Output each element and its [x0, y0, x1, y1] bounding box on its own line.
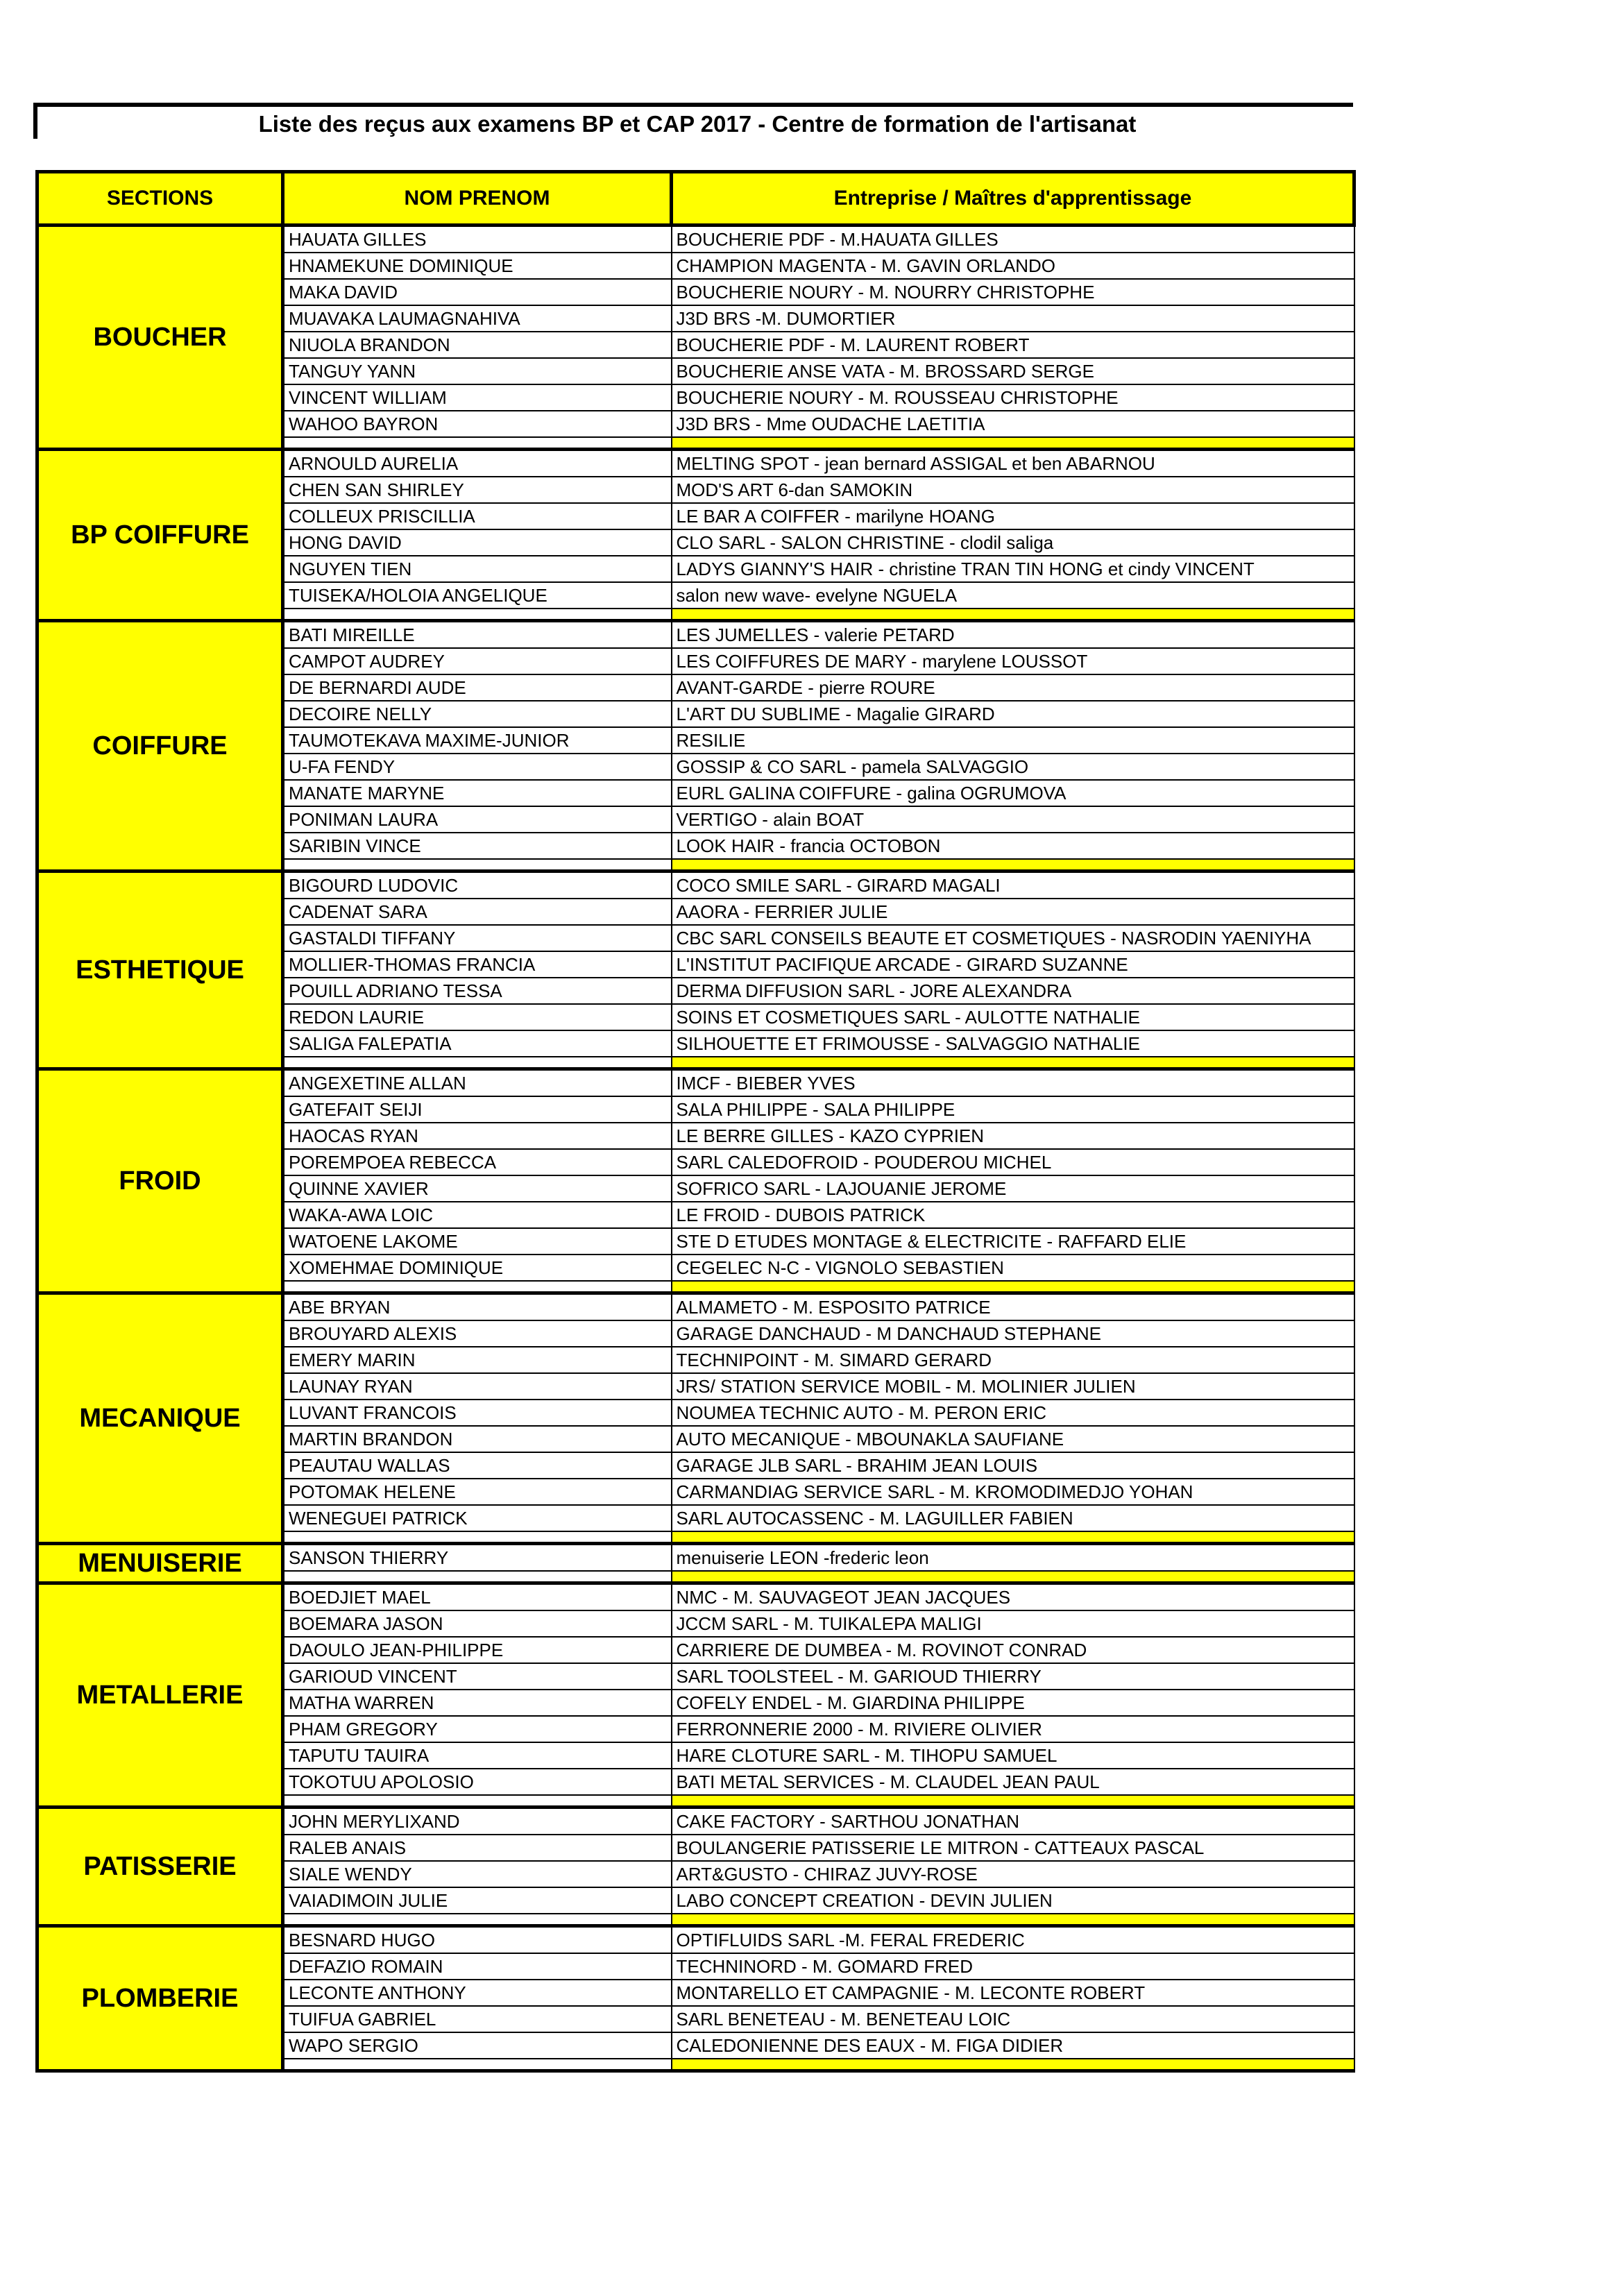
- table-row: [37, 1544, 1354, 1572]
- separator-cell: [283, 2059, 672, 2071]
- separator-cell: [672, 609, 1354, 621]
- separator-cell: [672, 1531, 1354, 1544]
- entreprise-cell: STE D ETUDES MONTAGE & ELECTRICITE - RAFFARD ELIE: [672, 1228, 1354, 1255]
- nom-prenom-cell: CHEN SAN SHIRLEY: [283, 477, 672, 503]
- nom-prenom-cell: TANGUY YANN: [283, 358, 672, 384]
- nom-prenom-cell: VAIADIMOIN JULIE: [283, 1887, 672, 1914]
- entreprise-cell: LE BERRE GILLES - KAZO CYPRIEN: [672, 1123, 1354, 1149]
- table-row: [37, 450, 1354, 477]
- section-label: BP COIFFURE: [37, 450, 283, 621]
- nom-prenom-cell: MOLLIER-THOMAS FRANCIA: [283, 951, 672, 978]
- nom-prenom-cell: XOMEHMAE DOMINIQUE: [283, 1255, 672, 1281]
- header-nom-prenom: NOM PRENOM: [283, 172, 672, 226]
- entreprise-cell: JCCM SARL - M. TUIKALEPA MALIGI: [672, 1610, 1354, 1637]
- nom-prenom-cell: MARTIN BRANDON: [283, 1426, 672, 1452]
- table-row: [37, 871, 1354, 899]
- nom-prenom-cell: COLLEUX PRISCILLIA: [283, 503, 672, 529]
- entreprise-cell: MONTARELLO ET CAMPAGNIE - M. LECONTE ROBERT: [672, 1980, 1354, 2006]
- entreprise-cell: L'ART DU SUBLIME - Magalie GIRARD: [672, 701, 1354, 727]
- separator-cell: [283, 1795, 672, 1808]
- table-row: [37, 226, 1354, 253]
- entreprise-cell: MOD'S ART 6-dan SAMOKIN: [672, 477, 1354, 503]
- nom-prenom-cell: TAPUTU TAUIRA: [283, 1742, 672, 1769]
- section-label: COIFFURE: [37, 621, 283, 871]
- nom-prenom-cell: ANGEXETINE ALLAN: [283, 1069, 672, 1097]
- entreprise-cell: CEGELEC N-C - VIGNOLO SEBASTIEN: [672, 1255, 1354, 1281]
- results-sheet: [35, 170, 1352, 2073]
- entreprise-cell: GOSSIP & CO SARL - pamela SALVAGGIO: [672, 754, 1354, 780]
- section-label: MECANIQUE: [37, 1293, 283, 1544]
- nom-prenom-cell: LECONTE ANTHONY: [283, 1980, 672, 2006]
- section-label: PATISSERIE: [37, 1808, 283, 1926]
- separator-cell: [283, 859, 672, 871]
- entreprise-cell: LABO CONCEPT CREATION - DEVIN JULIEN: [672, 1887, 1354, 1914]
- separator-cell: [672, 1571, 1354, 1583]
- entreprise-cell: LES JUMELLES - valerie PETARD: [672, 621, 1354, 649]
- nom-prenom-cell: ABE BRYAN: [283, 1293, 672, 1321]
- table-row: [37, 1069, 1354, 1097]
- nom-prenom-cell: GATEFAIT SEIJI: [283, 1096, 672, 1123]
- entreprise-cell: SARL BENETEAU - M. BENETEAU LOIC: [672, 2006, 1354, 2032]
- nom-prenom-cell: POREMPOEA REBECCA: [283, 1149, 672, 1175]
- nom-prenom-cell: RALEB ANAIS: [283, 1835, 672, 1861]
- nom-prenom-cell: CAMPOT AUDREY: [283, 648, 672, 674]
- entreprise-cell: LE FROID - DUBOIS PATRICK: [672, 1202, 1354, 1228]
- table-row: [37, 1293, 1354, 1321]
- nom-prenom-cell: PEAUTAU WALLAS: [283, 1452, 672, 1479]
- title-rule-tick: [33, 103, 37, 139]
- separator-cell: [672, 1914, 1354, 1926]
- entreprise-cell: AAORA - FERRIER JULIE: [672, 899, 1354, 925]
- entreprise-cell: GARAGE DANCHAUD - M DANCHAUD STEPHANE: [672, 1320, 1354, 1347]
- nom-prenom-cell: EMERY MARIN: [283, 1347, 672, 1373]
- entreprise-cell: J3D BRS -M. DUMORTIER: [672, 305, 1354, 332]
- entreprise-cell: J3D BRS - Mme OUDACHE LAETITIA: [672, 411, 1354, 437]
- header-sections: SECTIONS: [37, 172, 283, 226]
- separator-cell: [283, 609, 672, 621]
- entreprise-cell: AUTO MECANIQUE - MBOUNAKLA SAUFIANE: [672, 1426, 1354, 1452]
- nom-prenom-cell: GARIOUD VINCENT: [283, 1663, 672, 1690]
- entreprise-cell: GARAGE JLB SARL - BRAHIM JEAN LOUIS: [672, 1452, 1354, 1479]
- nom-prenom-cell: TOKOTUU APOLOSIO: [283, 1769, 672, 1795]
- table-row: [37, 1583, 1354, 1611]
- entreprise-cell: L'INSTITUT PACIFIQUE ARCADE - GIRARD SUZANNE: [672, 951, 1354, 978]
- separator-cell: [283, 1914, 672, 1926]
- entreprise-cell: DERMA DIFFUSION SARL - JORE ALEXANDRA: [672, 978, 1354, 1004]
- nom-prenom-cell: HAUATA GILLES: [283, 226, 672, 253]
- section-label: PLOMBERIE: [37, 1926, 283, 2071]
- entreprise-cell: salon new wave- evelyne NGUELA: [672, 582, 1354, 609]
- nom-prenom-cell: NIUOLA BRANDON: [283, 332, 672, 358]
- section-label: ESTHETIQUE: [37, 871, 283, 1069]
- nom-prenom-cell: MATHA WARREN: [283, 1690, 672, 1716]
- nom-prenom-cell: SARIBIN VINCE: [283, 833, 672, 859]
- entreprise-cell: SARL AUTOCASSENC - M. LAGUILLER FABIEN: [672, 1505, 1354, 1531]
- nom-prenom-cell: BESNARD HUGO: [283, 1926, 672, 1954]
- entreprise-cell: SARL CALEDOFROID - POUDEROU MICHEL: [672, 1149, 1354, 1175]
- separator-cell: [672, 1795, 1354, 1808]
- separator-cell: [672, 437, 1354, 450]
- section-label: BOUCHER: [37, 226, 283, 450]
- page-title: Liste des reçus aux examens BP et CAP 2017 - Centre de formation de l'artisanat: [258, 111, 1137, 137]
- nom-prenom-cell: HNAMEKUNE DOMINIQUE: [283, 253, 672, 279]
- separator-cell: [283, 437, 672, 450]
- nom-prenom-cell: TUIFUA GABRIEL: [283, 2006, 672, 2032]
- nom-prenom-cell: WATOENE LAKOME: [283, 1228, 672, 1255]
- entreprise-cell: BOULANGERIE PATISSERIE LE MITRON - CATTEAUX PASCAL: [672, 1835, 1354, 1861]
- nom-prenom-cell: JOHN MERYLIXAND: [283, 1808, 672, 1835]
- entreprise-cell: SOFRICO SARL - LAJOUANIE JEROME: [672, 1175, 1354, 1202]
- entreprise-cell: CARMANDIAG SERVICE SARL - M. KROMODIMEDJO YOHAN: [672, 1479, 1354, 1505]
- nom-prenom-cell: MUAVAKA LAUMAGNAHIVA: [283, 305, 672, 332]
- section-label: METALLERIE: [37, 1583, 283, 1808]
- separator-cell: [672, 1057, 1354, 1069]
- separator-cell: [283, 1281, 672, 1293]
- entreprise-cell: CHAMPION MAGENTA - M. GAVIN ORLANDO: [672, 253, 1354, 279]
- entreprise-cell: BOUCHERIE NOURY - M. ROUSSEAU CHRISTOPHE: [672, 384, 1354, 411]
- nom-prenom-cell: QUINNE XAVIER: [283, 1175, 672, 1202]
- entreprise-cell: MELTING SPOT - jean bernard ASSIGAL et ben ABARNOU: [672, 450, 1354, 477]
- entreprise-cell: LE BAR A COIFFER - marilyne HOANG: [672, 503, 1354, 529]
- nom-prenom-cell: NGUYEN TIEN: [283, 556, 672, 582]
- nom-prenom-cell: ARNOULD AURELIA: [283, 450, 672, 477]
- results-body: [37, 226, 1354, 2071]
- section-label: MENUISERIE: [37, 1544, 283, 1583]
- entreprise-cell: ART&GUSTO - CHIRAZ JUVY-ROSE: [672, 1861, 1354, 1887]
- nom-prenom-cell: REDON LAURIE: [283, 1004, 672, 1030]
- table-row: [37, 1926, 1354, 1954]
- entreprise-cell: SOINS ET COSMETIQUES SARL - AULOTTE NATHALIE: [672, 1004, 1354, 1030]
- entreprise-cell: NMC - M. SAUVAGEOT JEAN JACQUES: [672, 1583, 1354, 1611]
- nom-prenom-cell: SANSON THIERRY: [283, 1544, 672, 1572]
- header-entreprise: Entreprise / Maîtres d'apprentissage: [672, 172, 1354, 226]
- entreprise-cell: CAKE FACTORY - SARTHOU JONATHAN: [672, 1808, 1354, 1835]
- nom-prenom-cell: U-FA FENDY: [283, 754, 672, 780]
- nom-prenom-cell: LUVANT FRANCOIS: [283, 1400, 672, 1426]
- nom-prenom-cell: WAPO SERGIO: [283, 2032, 672, 2059]
- entreprise-cell: FERRONNERIE 2000 - M. RIVIERE OLIVIER: [672, 1716, 1354, 1742]
- nom-prenom-cell: WAKA-AWA LOIC: [283, 1202, 672, 1228]
- table-row: [37, 1808, 1354, 1835]
- title-rule: [33, 103, 1353, 107]
- nom-prenom-cell: BOEMARA JASON: [283, 1610, 672, 1637]
- entreprise-cell: TECHNINORD - M. GOMARD FRED: [672, 1953, 1354, 1980]
- entreprise-cell: CBC SARL CONSEILS BEAUTE ET COSMETIQUES - NASRODIN YAENIYHA: [672, 925, 1354, 951]
- nom-prenom-cell: WAHOO BAYRON: [283, 411, 672, 437]
- entreprise-cell: CLO SARL - SALON CHRISTINE - clodil saliga: [672, 529, 1354, 556]
- entreprise-cell: COCO SMILE SARL - GIRARD MAGALI: [672, 871, 1354, 899]
- nom-prenom-cell: BOEDJIET MAEL: [283, 1583, 672, 1611]
- table-row: [37, 621, 1354, 649]
- entreprise-cell: EURL GALINA COIFFURE - galina OGRUMOVA: [672, 780, 1354, 806]
- nom-prenom-cell: DECOIRE NELLY: [283, 701, 672, 727]
- entreprise-cell: LOOK HAIR - francia OCTOBON: [672, 833, 1354, 859]
- entreprise-cell: JRS/ STATION SERVICE MOBIL - M. MOLINIER JULIEN: [672, 1373, 1354, 1400]
- entreprise-cell: VERTIGO - alain BOAT: [672, 806, 1354, 833]
- nom-prenom-cell: WENEGUEI PATRICK: [283, 1505, 672, 1531]
- entreprise-cell: BOUCHERIE NOURY - M. NOURRY CHRISTOPHE: [672, 279, 1354, 305]
- entreprise-cell: LES COIFFURES DE MARY - marylene LOUSSOT: [672, 648, 1354, 674]
- entreprise-cell: SALA PHILIPPE - SALA PHILIPPE: [672, 1096, 1354, 1123]
- nom-prenom-cell: PHAM GREGORY: [283, 1716, 672, 1742]
- nom-prenom-cell: GASTALDI TIFFANY: [283, 925, 672, 951]
- nom-prenom-cell: DEFAZIO ROMAIN: [283, 1953, 672, 1980]
- entreprise-cell: OPTIFLUIDS SARL -M. FERAL FREDERIC: [672, 1926, 1354, 1954]
- nom-prenom-cell: POUILL ADRIANO TESSA: [283, 978, 672, 1004]
- entreprise-cell: CALEDONIENNE DES EAUX - M. FIGA DIDIER: [672, 2032, 1354, 2059]
- entreprise-cell: NOUMEA TECHNIC AUTO - M. PERON ERIC: [672, 1400, 1354, 1426]
- nom-prenom-cell: BATI MIREILLE: [283, 621, 672, 649]
- entreprise-cell: COFELY ENDEL - M. GIARDINA PHILIPPE: [672, 1690, 1354, 1716]
- nom-prenom-cell: VINCENT WILLIAM: [283, 384, 672, 411]
- entreprise-cell: AVANT-GARDE - pierre ROURE: [672, 674, 1354, 701]
- nom-prenom-cell: HAOCAS RYAN: [283, 1123, 672, 1149]
- separator-cell: [672, 2059, 1354, 2071]
- nom-prenom-cell: DE BERNARDI AUDE: [283, 674, 672, 701]
- results-table: [35, 170, 1356, 2073]
- entreprise-cell: CARRIERE DE DUMBEA - M. ROVINOT CONRAD: [672, 1637, 1354, 1663]
- separator-cell: [283, 1571, 672, 1583]
- header-row: [37, 172, 1354, 226]
- entreprise-cell: TECHNIPOINT - M. SIMARD GERARD: [672, 1347, 1354, 1373]
- nom-prenom-cell: SALIGA FALEPATIA: [283, 1030, 672, 1057]
- section-label: FROID: [37, 1069, 283, 1293]
- entreprise-cell: SARL TOOLSTEEL - M. GARIOUD THIERRY: [672, 1663, 1354, 1690]
- entreprise-cell: RESILIE: [672, 727, 1354, 754]
- entreprise-cell: LADYS GIANNY'S HAIR - christine TRAN TIN HONG et cindy VINCENT: [672, 556, 1354, 582]
- nom-prenom-cell: BIGOURD LUDOVIC: [283, 871, 672, 899]
- nom-prenom-cell: POTOMAK HELENE: [283, 1479, 672, 1505]
- nom-prenom-cell: TAUMOTEKAVA MAXIME-JUNIOR: [283, 727, 672, 754]
- entreprise-cell: BOUCHERIE PDF - M. LAURENT ROBERT: [672, 332, 1354, 358]
- separator-cell: [672, 859, 1354, 871]
- nom-prenom-cell: DAOULO JEAN-PHILIPPE: [283, 1637, 672, 1663]
- separator-cell: [283, 1531, 672, 1544]
- entreprise-cell: menuiserie LEON -frederic leon: [672, 1544, 1354, 1572]
- nom-prenom-cell: MAKA DAVID: [283, 279, 672, 305]
- entreprise-cell: BOUCHERIE ANSE VATA - M. BROSSARD SERGE: [672, 358, 1354, 384]
- entreprise-cell: ALMAMETO - M. ESPOSITO PATRICE: [672, 1293, 1354, 1321]
- nom-prenom-cell: SIALE WENDY: [283, 1861, 672, 1887]
- nom-prenom-cell: CADENAT SARA: [283, 899, 672, 925]
- nom-prenom-cell: MANATE MARYNE: [283, 780, 672, 806]
- nom-prenom-cell: TUISEKA/HOLOIA ANGELIQUE: [283, 582, 672, 609]
- separator-cell: [672, 1281, 1354, 1293]
- entreprise-cell: IMCF - BIEBER YVES: [672, 1069, 1354, 1097]
- nom-prenom-cell: LAUNAY RYAN: [283, 1373, 672, 1400]
- entreprise-cell: BOUCHERIE PDF - M.HAUATA GILLES: [672, 226, 1354, 253]
- nom-prenom-cell: HONG DAVID: [283, 529, 672, 556]
- entreprise-cell: BATI METAL SERVICES - M. CLAUDEL JEAN PAUL: [672, 1769, 1354, 1795]
- nom-prenom-cell: BROUYARD ALEXIS: [283, 1320, 672, 1347]
- entreprise-cell: HARE CLOTURE SARL - M. TIHOPU SAMUEL: [672, 1742, 1354, 1769]
- nom-prenom-cell: PONIMAN LAURA: [283, 806, 672, 833]
- entreprise-cell: SILHOUETTE ET FRIMOUSSE - SALVAGGIO NATHALIE: [672, 1030, 1354, 1057]
- separator-cell: [283, 1057, 672, 1069]
